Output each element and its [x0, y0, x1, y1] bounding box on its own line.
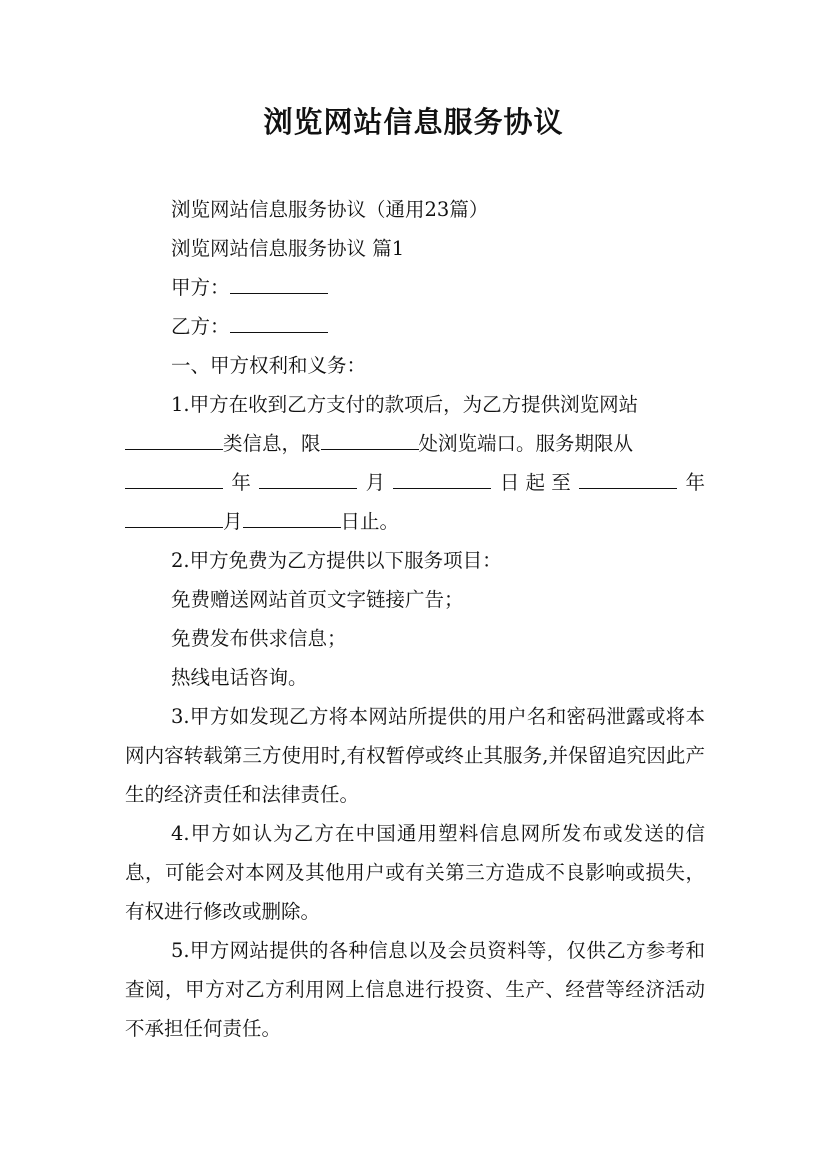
item-2: 2.甲方免费为乙方提供以下服务项目： [171, 549, 502, 572]
end-month-label: 月 [223, 510, 243, 533]
item-1-line-1: 1.甲方在收到乙方支付的款项后，为乙方提供浏览网站 [171, 393, 639, 416]
end-year-blank [579, 487, 677, 489]
document-subtitle: 浏览网站信息服务协议（通用23篇） [171, 198, 489, 221]
item-1-text-ports: 处浏览端口。服务期限从 [418, 432, 634, 455]
website-category-blank [125, 448, 223, 450]
item-4: 4.甲方如认为乙方在中国通用塑料信息网所发布或发送的信息，可能会对本网及其他用户或有关第三方造成不良影响或损失，有权进行修改或删除。 [125, 822, 705, 923]
service-item-2: 免费发布供求信息； [171, 627, 347, 650]
end-day-blank [243, 526, 341, 528]
party-b-blank [230, 331, 328, 333]
section-heading: 浏览网站信息服务协议 篇1 [171, 237, 405, 260]
heading-1: 一、甲方权利和义务： [171, 354, 367, 377]
document-body [125, 190, 705, 1048]
document-title: 浏览网站信息服务协议 [263, 105, 564, 139]
item-3: 3.甲方如发现乙方将本网站所提供的用户名和密码泄露或将本网内容转载第三方使用时,有权暂停或终止其服务,并保留追究因此产生的经济责任和法律责任。 [125, 705, 705, 806]
start-month-label: 月 [365, 471, 386, 494]
service-item-1: 免费赠送网站首页文字链接广告； [171, 588, 464, 611]
start-month-blank [259, 487, 357, 489]
start-day-blank [393, 487, 491, 489]
item-5: 5.甲方网站提供的各种信息以及会员资料等，仅供乙方参考和查阅，甲方对乙方利用网上信息进行投资、生产、经营等经济活动不承担任何责任。 [125, 939, 705, 1040]
port-count-blank [321, 448, 419, 450]
end-day-label: 日止。 [340, 510, 400, 533]
start-year-blank [125, 487, 223, 489]
item-1-text-category: 类信息，限 [223, 432, 321, 455]
party-a-blank [230, 292, 328, 294]
item-1-line-4 [125, 502, 705, 541]
start-year-label: 年 [231, 471, 251, 494]
item-1-line-3 [125, 463, 705, 502]
party-a-label: 甲方： [171, 276, 230, 299]
end-year-label: 年 [685, 471, 705, 494]
party-a-line [125, 268, 705, 307]
item-1-paragraph [125, 385, 705, 541]
start-day-label: 日 起 至 [499, 471, 571, 494]
end-month-blank [125, 526, 223, 528]
service-item-3: 热线电话咨询。 [171, 666, 308, 689]
party-b-line [125, 307, 705, 346]
party-b-label: 乙方： [171, 315, 230, 338]
item-1-line-2 [125, 424, 705, 463]
